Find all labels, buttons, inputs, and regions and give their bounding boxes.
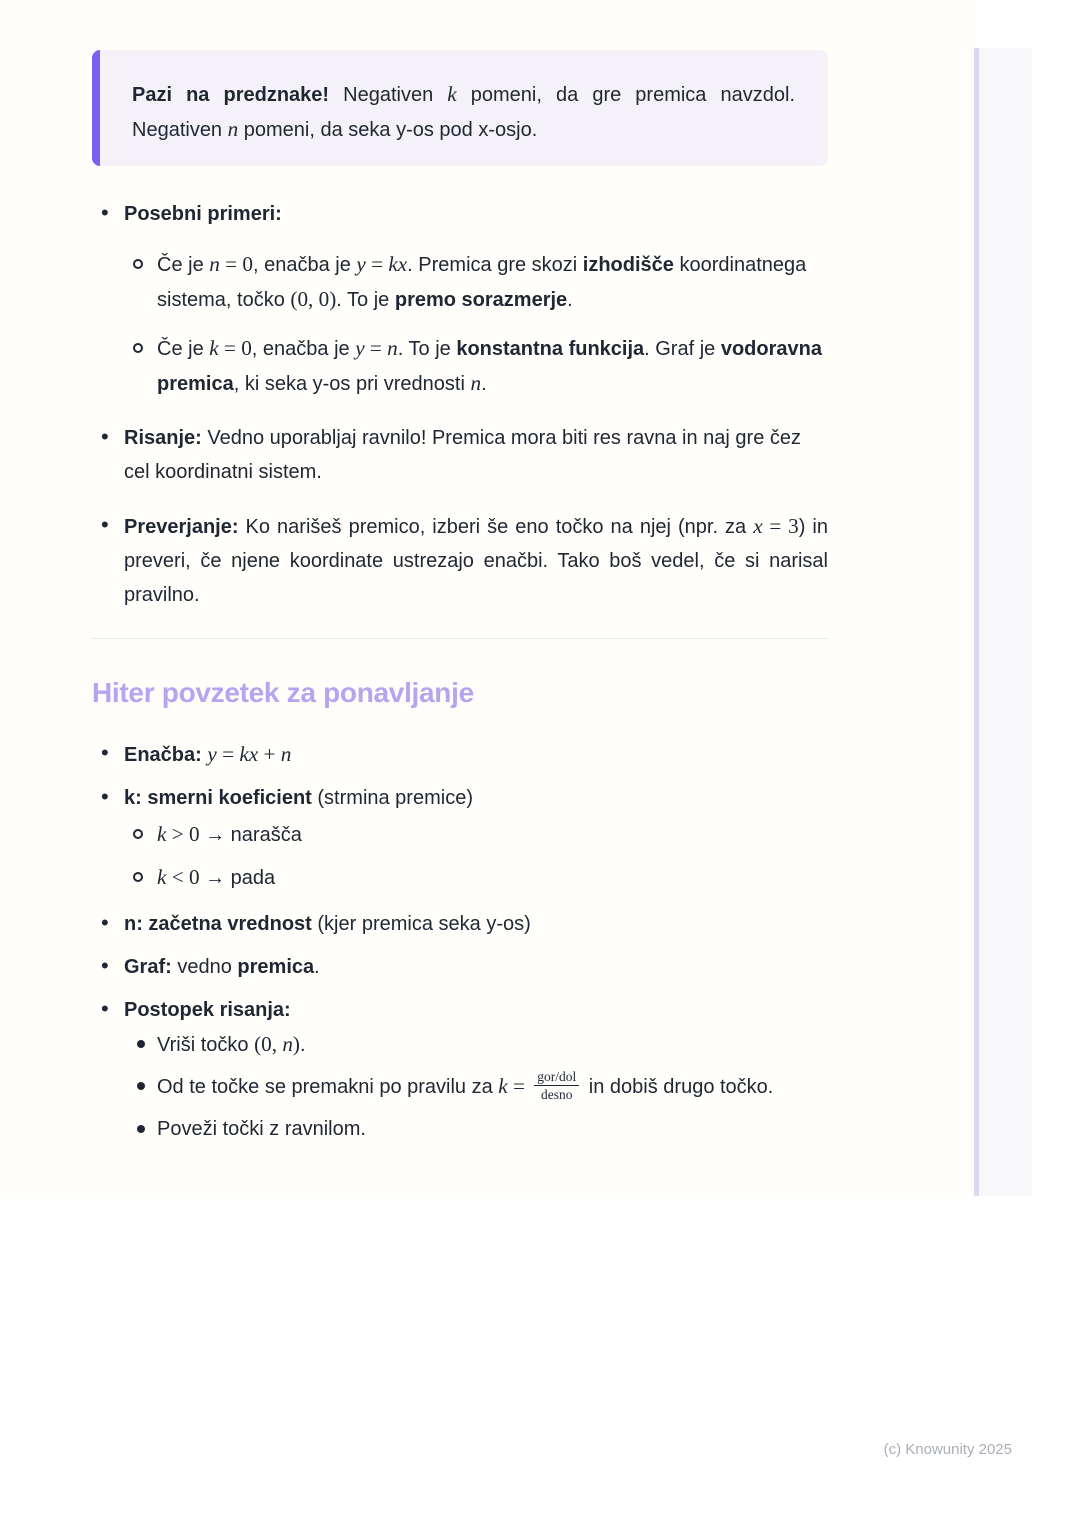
bullet-item-k-koeficient [92, 781, 828, 895]
note-k-equals-0: Če je k = 0, enačba je y = n. To je konstantna funkcija. Graf je vodoravna premica, ki seka y-os pri vrednosti n. [157, 336, 822, 395]
summary-list [92, 737, 828, 1146]
summary-k-koeficient: • k: smerni koeficient (strmina premice) [124, 787, 473, 809]
sub-item-k-equals-0 [124, 331, 828, 401]
note-preverjanje: • Preverjanje: Ko narišeš premico, izberi še eno točko na njej (npr. za x = 3) in preveri, če njene koordinate ustrezajo enačbi. Tako boš vedel, če si narisal pravilno. [124, 514, 828, 606]
copyright: (c) Knowunity 2025 [883, 1441, 1012, 1458]
summary-vrisi-tocko: Vriši točko (0, n). [157, 1032, 306, 1056]
fraction: $\frac{\text{gor/dol}}{\text{desno}}$ [534, 1069, 579, 1103]
summary-n-vrednost: • n: začetna vrednost (kjer premica seka y-os) [124, 913, 531, 935]
sub-item-povezi [124, 1112, 828, 1146]
section-divider [92, 638, 828, 639]
bullet-item-n-vrednost [92, 907, 828, 941]
sub-item-k-negative [124, 860, 828, 895]
bullet-item-postopek [92, 993, 828, 1146]
note-n-equals-0: Če je n = 0, enačba je y = kx. Premica gre skozi izhodišče koordinatnega sistema, točko (0, 0). To je premo sorazmerje. [157, 252, 807, 311]
page-content [92, 0, 828, 1155]
summary-povezi: Poveži točki z ravnilom. [157, 1117, 366, 1140]
summary-premakni: Od te točke se premakni po pravilu za k = $\frac{\text{gor/dol}}{\text{desno}}$ in dobiš drugo točko. [157, 1068, 774, 1103]
sub-item-k-positive [124, 817, 828, 852]
summary-postopek: • Postopek risanja: [124, 999, 291, 1021]
posebni-primeri-sublist [124, 247, 828, 401]
summary-heading: Hiter povzetek za ponavljanje [92, 677, 474, 708]
summary-graf: • Graf: vedno premica. [124, 956, 320, 978]
callout-text: Pazi na predznake! Negativen k pomeni, da gre premica navzdol. Negativen n pomeni, da seka y-os pod x-osjo. [132, 82, 795, 141]
postopek-sublist [124, 1027, 828, 1146]
bullet-item-posebni-primeri [92, 197, 828, 401]
next-page-preview[interactable] [974, 48, 1032, 1196]
notes-list [92, 197, 828, 612]
sub-item-premakni [124, 1069, 828, 1105]
summary-k-negative: k < 0 → pada [157, 865, 276, 889]
summary-enacba: • Enačba: y = kx + n [124, 742, 292, 766]
note-posebni-primeri: • Posebni primeri: [124, 203, 282, 225]
note-risanje: • Risanje: Vedno uporabljaj ravnilo! Premica mora biti res ravna in naj gre čez cel koordinatni sistem. [124, 427, 802, 483]
bullet-item-risanje [92, 421, 828, 489]
bullet-item-graf [92, 950, 828, 984]
summary-k-positive: k > 0 → narašča [157, 822, 302, 846]
warning-callout [92, 50, 828, 166]
sub-item-vrisi-tocko [124, 1027, 828, 1062]
k-sublist [124, 817, 828, 895]
bullet-item-enacba [92, 737, 828, 772]
bullet-item-preverjanje [92, 509, 828, 612]
sub-item-n-equals-0 [124, 247, 828, 317]
